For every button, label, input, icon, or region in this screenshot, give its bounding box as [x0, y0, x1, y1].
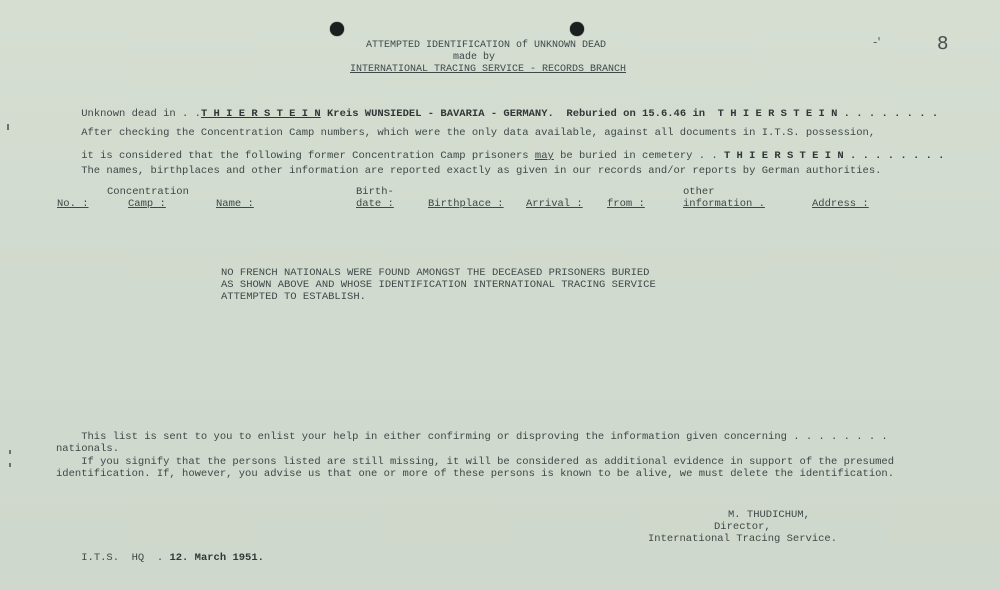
- paragraph2: The names, birthplaces and other information are reported exactly as given in our records and/or reports by German authorities.: [56, 165, 882, 177]
- col-other: information .: [683, 198, 765, 210]
- col-from: from :: [607, 198, 645, 210]
- location-place: T H I E R S T E I N: [200, 108, 321, 120]
- col-birthdate: date :: [356, 198, 394, 210]
- footer-date: 12. March 1951.: [163, 552, 264, 564]
- header-title-line1: ATTEMPTED IDENTIFICATION of UNKNOWN DEAD: [366, 40, 607, 51]
- notice-line2: AS SHOWN ABOVE AND WHOSE IDENTIFICATION INTERNATIONAL TRACING SERVICE: [221, 279, 656, 291]
- signature-title: Director,: [714, 521, 771, 533]
- notice-line3: ATTEMPTED TO ESTABLISH.: [221, 291, 366, 303]
- col-birthdate-top: Birth-: [356, 186, 394, 198]
- header-title-line2: made by: [453, 52, 496, 63]
- notice-line1: NO FRENCH NATIONALS WERE FOUND AMONGST THE DECEASED PRISONERS BURIED: [221, 267, 650, 279]
- closing-line2: nationals.: [56, 443, 120, 455]
- location-reburied: Reburied on 15.6.46 in T H I E R S T E I N . . . . . . . .: [553, 108, 939, 120]
- paragraph1-line1: After checking the Concentration Camp numbers, which were the only data available, against all documents in I.T.S. possession,: [56, 127, 876, 139]
- col-name: Name :: [216, 198, 254, 210]
- header-title-line3: INTERNATIONAL TRACING SERVICE - RECORDS BRANCH: [350, 64, 627, 75]
- footer-date-line: [56, 542, 264, 575]
- punch-hole-right: [570, 22, 584, 36]
- closing-line4: identification. If, however, you advise us that one or more of these persons is known to be alive, we must delete the identification.: [56, 468, 895, 480]
- signature-name: M. THUDICHUM,: [728, 509, 810, 521]
- col-other-top: other: [683, 186, 715, 198]
- closing-line3: If you signify that the persons listed are still missing, it will be considered as additional evidence in support of the presumed: [56, 456, 895, 468]
- col-camp: Camp :: [128, 198, 166, 210]
- margin-mark: [9, 450, 11, 454]
- closing-line1: This list is sent to you to enlist your help in either confirming or disproving the information given concerning . . . . . . . .: [56, 431, 888, 443]
- corner-mark: -': [873, 35, 881, 49]
- paragraph1-may: may: [534, 150, 554, 162]
- margin-mark: [7, 124, 9, 130]
- col-birthplace: Birthplace :: [428, 198, 504, 210]
- paragraph1-line2-b: be buried in cemetery . .: [553, 150, 718, 162]
- footer-prefix: I.T.S. HQ .: [81, 552, 164, 564]
- location-prefix: Unknown dead in . .: [81, 108, 201, 120]
- col-no: No. :: [57, 198, 89, 210]
- signature-org: International Tracing Service.: [648, 533, 838, 545]
- location-kreis: Kreis WUNSIEDEL - BAVARIA - GERMANY.: [320, 108, 554, 120]
- paragraph1-place: T H I E R S T E I N . . . . . . . .: [717, 150, 945, 162]
- col-arrival: Arrival :: [526, 198, 583, 210]
- punch-hole-left: [330, 22, 344, 36]
- col-camp-top: Concentration: [107, 186, 189, 198]
- page-number: 8: [937, 33, 949, 54]
- margin-mark: [9, 463, 11, 467]
- col-address: Address :: [812, 198, 869, 210]
- paragraph1-line2-a: it is considered that the following former Concentration Camp prisoners: [81, 150, 535, 162]
